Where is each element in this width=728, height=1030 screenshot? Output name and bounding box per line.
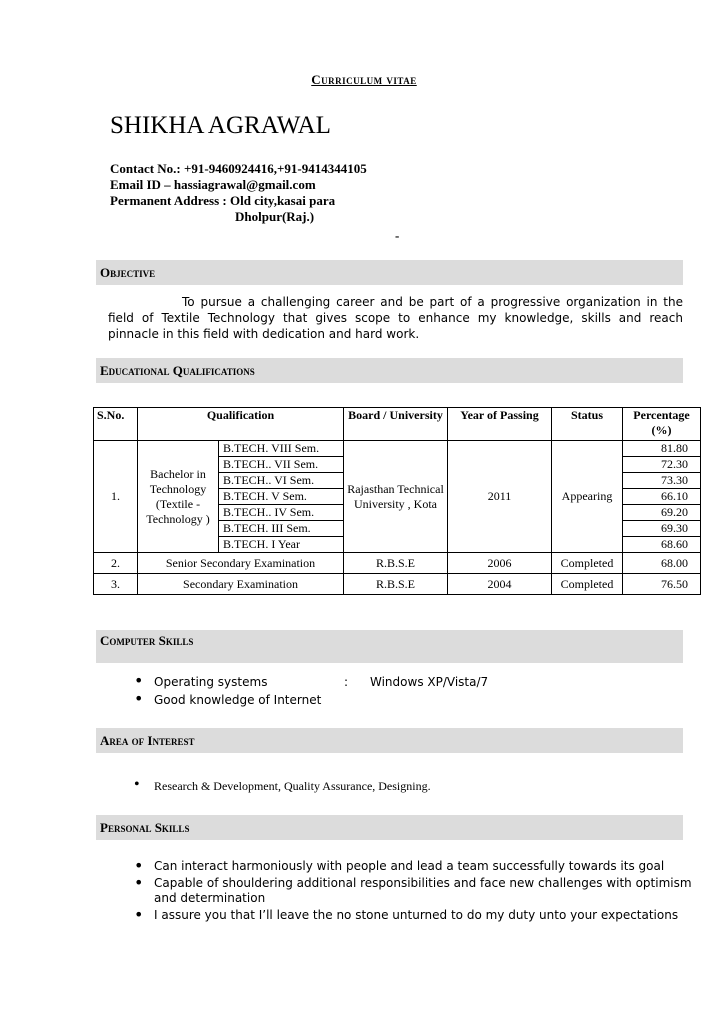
section-objective: Objective: [96, 260, 683, 285]
list-item: • Capable of shouldering additional responsibilities and face new challenges with optimism and determination: [128, 876, 703, 906]
percentage-cell: 66.10: [623, 489, 701, 505]
list-item: [128, 691, 688, 709]
row1-status: Appearing: [552, 441, 623, 553]
header-percentage: Percentage (%): [623, 408, 701, 441]
row1-qualification: Bachelor in Technology (Textile -Technology ): [138, 441, 219, 553]
row3-sno: 3.: [94, 574, 138, 595]
row1-sno: 1.: [94, 441, 138, 553]
semester-cell: B.TECH.. VII Sem.: [219, 457, 344, 473]
row2-sno: 2.: [94, 553, 138, 574]
header-board: Board / University: [344, 408, 448, 441]
semester-cell: B.TECH. V Sem.: [219, 489, 344, 505]
table-row: [94, 553, 701, 574]
semester-cell: B.TECH. III Sem.: [219, 521, 344, 537]
row2-board: R.B.S.E: [344, 553, 448, 574]
contact-email: Email ID – hassiagrawal@gmail.com: [110, 177, 316, 192]
row3-status: Completed: [552, 574, 623, 595]
section-personal-skills: Personal Skills: [96, 815, 683, 840]
skill-value: Windows XP/Vista/7: [370, 675, 489, 689]
table-header-row: [94, 408, 701, 441]
header-sno: S.No.: [94, 408, 138, 441]
percentage-cell: 81.80: [623, 441, 701, 457]
percentage-cell: 68.60: [623, 537, 701, 553]
list-item: • Can interact harmoniously with people and lead a team successfully towards its goal: [128, 859, 703, 874]
row3-year: 2004: [448, 574, 552, 595]
row3-qualification: Secondary Examination: [138, 574, 344, 595]
percentage-cell: 73.30: [623, 473, 701, 489]
percentage-cell: 72.30: [623, 457, 701, 473]
skill-label: Operating systems: [154, 675, 268, 689]
row2-year: 2006: [448, 553, 552, 574]
header-year: Year of Passing: [448, 408, 552, 441]
section-area-of-interest: Area of Interest: [96, 728, 683, 753]
objective-text: To pursue a challenging career and be part of a progressive organization in the field of Textile Technology that gives scope to enhance my knowledge, skills and reach pinnacle in this field with dedication and hard work.: [108, 295, 683, 341]
personal-skills-list: [128, 859, 703, 923]
semester-cell: B.TECH. VIII Sem.: [219, 441, 344, 457]
header-qualification: Qualification: [138, 408, 344, 441]
table-row: [94, 441, 701, 457]
list-item: • I assure you that I’ll leave the no stone unturned to do my duty unto your expectations: [128, 908, 703, 923]
row2-percentage: 68.00: [623, 553, 701, 574]
list-item: [128, 673, 688, 691]
section-computer-skills: Computer Skills: [96, 630, 683, 663]
qualifications-table: [93, 407, 701, 595]
semester-cell: B.TECH.. IV Sem.: [219, 505, 344, 521]
section-education: Educational Qualifications: [96, 358, 683, 383]
interest-list: [128, 777, 688, 795]
skill-separator: :: [344, 675, 349, 689]
table-row: [94, 574, 701, 595]
computer-skills-list: [128, 673, 688, 709]
semester-cell: B.TECH.. VI Sem.: [219, 473, 344, 489]
row2-status: Completed: [552, 553, 623, 574]
skill-label: Good knowledge of Internet: [154, 693, 322, 707]
percentage-cell: 69.20: [623, 505, 701, 521]
row3-percentage: 76.50: [623, 574, 701, 595]
row2-qualification: Senior Secondary Examination: [138, 553, 344, 574]
document-title: Curriculum vitae: [311, 72, 417, 87]
stray-dash: -: [395, 228, 400, 243]
semester-cell: B.TECH. I Year: [219, 537, 344, 553]
contact-phone: Contact No.: +91-9460924416,+91-9414344105: [110, 161, 367, 176]
candidate-name: SHIKHA AGRAWAL: [110, 112, 331, 139]
row1-board: Rajasthan Technical University , Kota: [344, 441, 448, 553]
row3-board: R.B.S.E: [344, 574, 448, 595]
row1-year: 2011: [448, 441, 552, 553]
header-status: Status: [552, 408, 623, 441]
list-item: • Research & Development, Quality Assurance, Designing.: [128, 777, 688, 795]
contact-address: Permanent Address : Old city,kasai para: [110, 193, 336, 208]
contact-address-city: Dholpur(Raj.): [235, 209, 315, 224]
percentage-cell: 69.30: [623, 521, 701, 537]
